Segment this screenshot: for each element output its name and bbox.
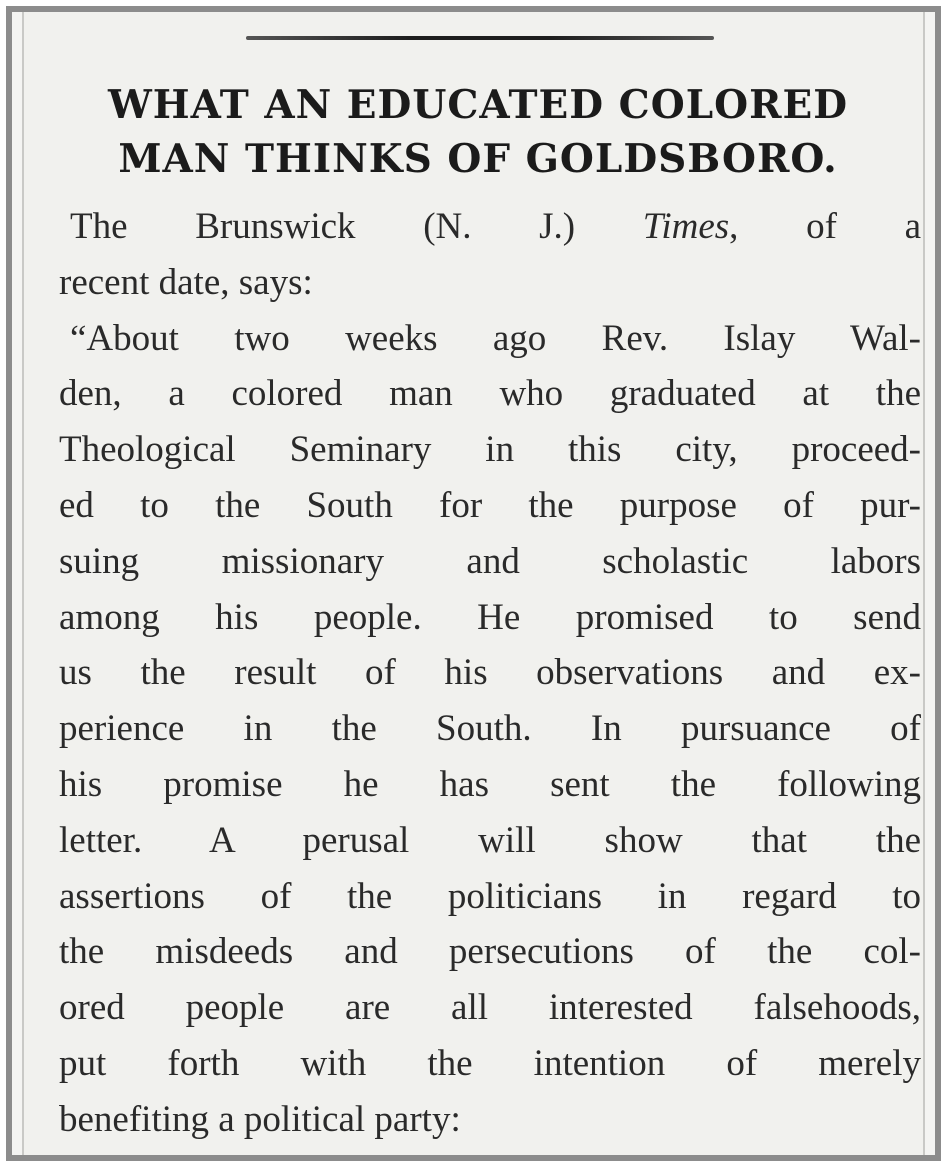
quote-line: perience in the South. In pursuance of — [59, 708, 921, 750]
intro-line-2: recent date, says: — [59, 261, 313, 303]
intro-line-1 — [59, 199, 921, 255]
clipping-frame — [6, 6, 941, 1161]
quote-line: us the result of his observations and ex- — [59, 652, 921, 694]
article-body — [59, 199, 921, 1148]
quote-line: his promise he has sent the following — [59, 763, 921, 805]
quote-line: assertions of the politicians in regard to — [59, 875, 921, 917]
quote-line: ed to the South for the purpose of pur- — [59, 484, 921, 526]
quote-line: the misdeeds and persecutions of the col- — [59, 931, 921, 973]
quote-line: among his people. He promised to send — [59, 596, 921, 638]
publication-name: Times — [642, 206, 730, 247]
intro-lead: The Brunswick (N. J.) — [70, 206, 643, 247]
quote-line: ored people are all interested falsehoods, — [59, 987, 921, 1029]
quote-line: “About two weeks ago Rev. Islay Wal- — [70, 317, 921, 359]
headline-line-2: MAN THINKS OF GOLDSBORO. — [118, 136, 838, 182]
quote-line: letter. A perusal will show that the — [59, 819, 921, 861]
quote-line: suing missionary and scholastic labors — [59, 540, 921, 582]
headline — [52, 78, 904, 186]
header-rule — [246, 36, 714, 40]
quote-line: Theological Seminary in this city, proceed- — [59, 429, 921, 471]
headline-line-1: WHAT AN EDUCATED COLORED — [107, 82, 849, 128]
intro-after-publication: , of a — [729, 206, 921, 247]
newspaper-column — [22, 12, 925, 1155]
quote-line: put forth with the intention of merely — [59, 1042, 921, 1084]
quote-line: den, a colored man who graduated at the — [59, 373, 921, 415]
quote-line: benefiting a political party: — [59, 1098, 461, 1140]
